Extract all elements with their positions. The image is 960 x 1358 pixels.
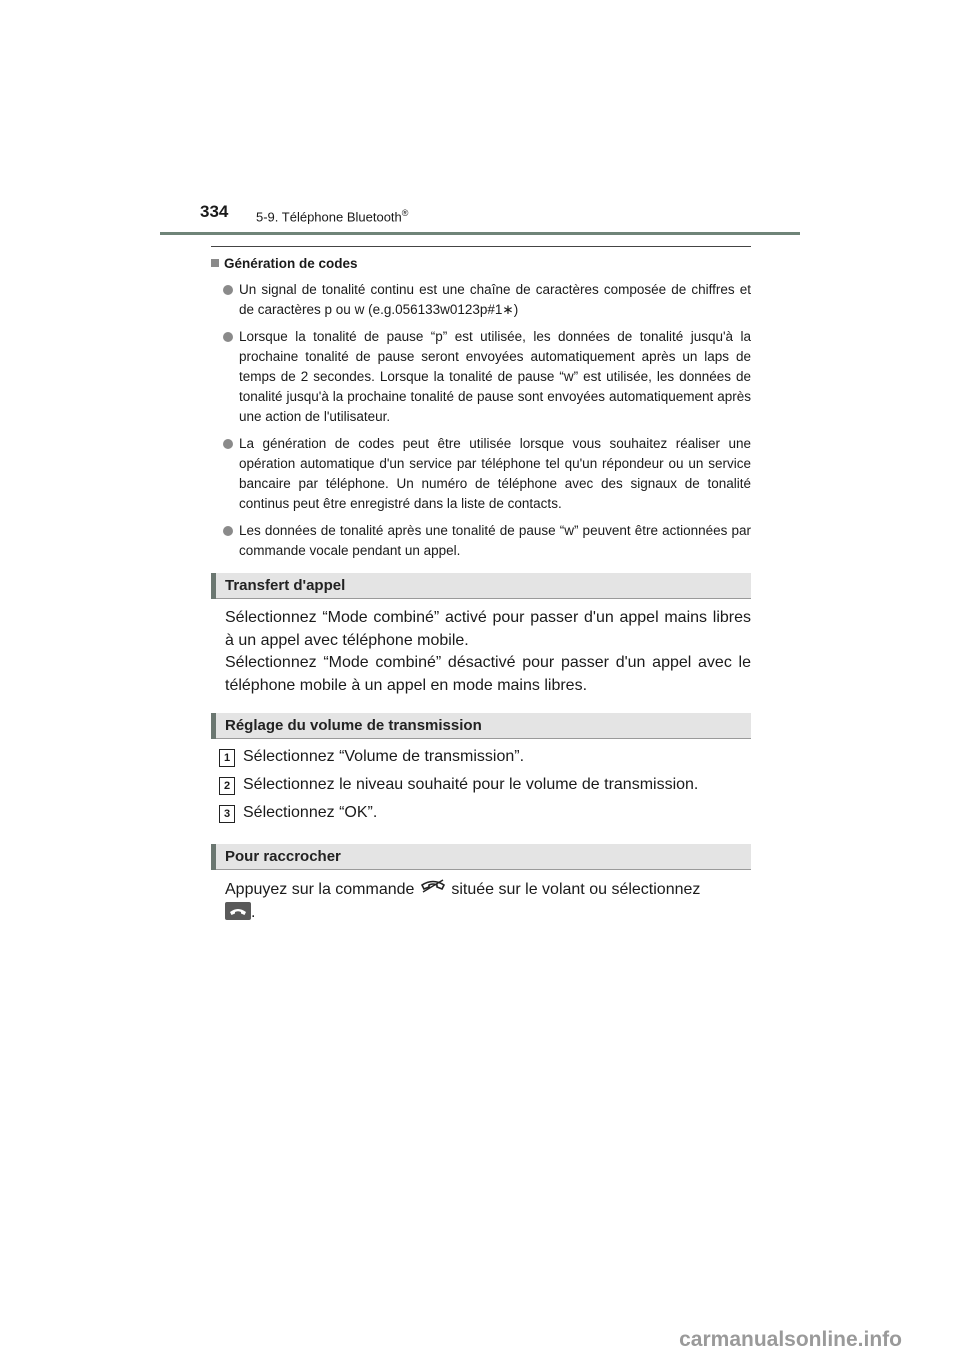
step-number: 3 xyxy=(219,805,235,823)
section-heading-hangup: Pour raccrocher xyxy=(211,844,751,870)
section-rule xyxy=(211,246,751,247)
square-bullet-icon xyxy=(211,259,219,267)
circle-bullet-icon xyxy=(223,332,233,342)
bullet-item: Les données de tonalité après une tonalité de pause “w” peuvent être actionnées par commande vocale pendant un appel. xyxy=(211,521,751,561)
phone-hangup-switch-icon xyxy=(419,878,447,902)
step-item: 1 Sélectionnez “Volume de transmission”. xyxy=(211,746,751,774)
transfer-paragraph-2: Sélectionnez “Mode combiné” désactivé pour passer d'un appel avec le téléphone mobile à un appel en mode mains libres. xyxy=(225,654,751,694)
section-heading-volume: Réglage du volume de transmission xyxy=(211,713,751,739)
step-item: 2 Sélectionnez le niveau souhaité pour le volume de transmission. xyxy=(211,774,751,802)
transfer-paragraph-1: Sélectionnez “Mode combiné” activé pour passer d'un appel mains libres à un appel avec téléphone mobile. xyxy=(225,609,751,649)
end-call-button-icon xyxy=(225,902,251,920)
header-rule xyxy=(160,232,800,235)
step-number: 1 xyxy=(219,749,235,767)
circle-bullet-icon xyxy=(223,526,233,536)
watermark: carmanualsonline.info xyxy=(679,1328,902,1351)
main-content xyxy=(211,246,751,924)
bullet-item: Un signal de tonalité continu est une chaîne de caractères composée de chiffres et de caractères p ou w (e.g.056133w0123p#1∗) xyxy=(211,280,751,320)
step-item: 3 Sélectionnez “OK”. xyxy=(211,802,751,830)
bullet-item: La génération de codes peut être utilisée lorsque vous souhaitez réaliser une opération automatique d'un service par téléphone tel qu'un répondeur ou un service bancaire par téléphone. Un numéro de téléphone avec des signaux de tonalité continus peut être enregistré dans la liste de contacts. xyxy=(211,434,751,514)
circle-bullet-icon xyxy=(223,439,233,449)
subsection-heading: Génération de codes xyxy=(211,256,751,271)
registered-mark: ® xyxy=(401,208,409,218)
step-number: 2 xyxy=(219,777,235,795)
page-number: 334 xyxy=(200,202,229,221)
chapter-title: 5-9. Téléphone Bluetooth® xyxy=(256,208,409,225)
bullet-item: Lorsque la tonalité de pause “p” est utilisée, les données de tonalité jusqu'à la prochaine tonalité de pause seront envoyées automatiquement après un laps de temps de 2 secondes. Lorsque la tonalité de pause “w” est utilisée, les données de tonalité jusqu'à la prochaine tonalité de pause sont envoyées automatiquement après une action de l'utilisateur. xyxy=(211,327,751,427)
circle-bullet-icon xyxy=(223,285,233,295)
hangup-paragraph: Appuyez sur la commande située sur le volant ou sélectionnez . xyxy=(211,878,751,924)
section-heading-transfer: Transfert d'appel xyxy=(211,573,751,599)
